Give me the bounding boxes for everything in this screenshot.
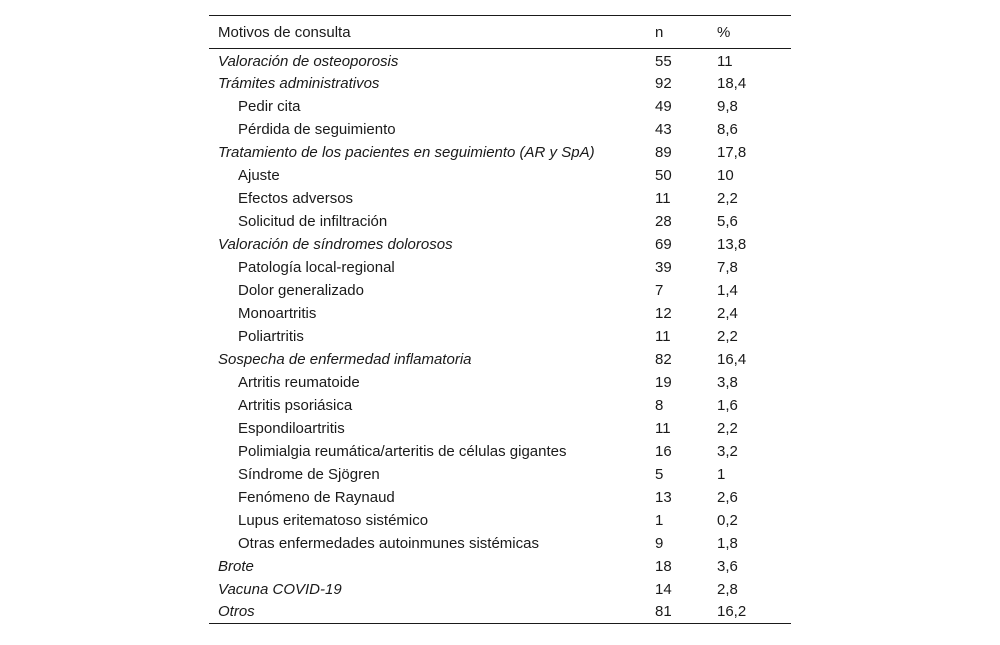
table-row-subcategory [209, 302, 791, 325]
header-percent: % [717, 23, 731, 41]
row-percent-value: 2,2 [717, 189, 738, 207]
row-percent-value: 3,6 [717, 557, 738, 575]
row-percent-value: 3,8 [717, 373, 738, 391]
row-n-value: 50 [655, 166, 672, 184]
row-percent-value: 1,6 [717, 396, 738, 414]
table-row-subcategory [209, 463, 791, 486]
row-label: Solicitud de infiltración [238, 212, 388, 230]
row-percent-value: 13,8 [717, 235, 747, 253]
row-label: Pérdida de seguimiento [238, 120, 396, 138]
row-percent-value: 2,4 [717, 304, 738, 322]
row-percent-value: 2,8 [717, 580, 738, 598]
row-n-value: 7 [655, 281, 664, 299]
row-percent-value: 1,8 [717, 534, 738, 552]
row-label: Síndrome de Sjögren [238, 465, 380, 483]
row-percent-value: 17,8 [717, 143, 747, 161]
table-body [209, 49, 791, 624]
row-percent-value: 8,6 [717, 120, 738, 138]
consultation-reasons-table [209, 15, 791, 624]
row-percent-value: 0,2 [717, 511, 738, 529]
row-n-value: 55 [655, 52, 672, 70]
row-n-value: 43 [655, 120, 672, 138]
table-row-category [209, 578, 791, 601]
row-n-value: 1 [655, 511, 664, 529]
row-label: Otros [218, 603, 255, 621]
table-row-category [209, 141, 791, 164]
row-n-value: 49 [655, 97, 672, 115]
row-label: Otras enfermedades autoinmunes sistémicas [238, 534, 539, 552]
row-label: Poliartritis [238, 327, 304, 345]
row-n-value: 39 [655, 258, 672, 276]
row-label: Polimialgia reumática/arteritis de células gigantes [238, 442, 567, 460]
row-percent-value: 9,8 [717, 97, 738, 115]
row-n-value: 5 [655, 465, 664, 483]
row-percent-value: 1 [717, 465, 726, 483]
row-n-value: 14 [655, 580, 672, 598]
row-n-value: 8 [655, 396, 664, 414]
table-row-subcategory [209, 509, 791, 532]
row-percent-value: 16,2 [717, 603, 747, 621]
row-label: Artritis psoriásica [238, 396, 353, 414]
table-row-subcategory [209, 440, 791, 463]
consultation-reasons-table-container [209, 15, 791, 624]
table-row-subcategory [209, 417, 791, 440]
row-percent-value: 2,6 [717, 488, 738, 506]
row-n-value: 13 [655, 488, 672, 506]
row-label: Monoartritis [238, 304, 317, 322]
row-percent-value: 5,6 [717, 212, 738, 230]
row-n-value: 82 [655, 350, 672, 368]
table-row-subcategory [209, 486, 791, 509]
row-percent-value: 10 [717, 166, 734, 184]
row-percent-value: 2,2 [717, 419, 738, 437]
row-n-value: 18 [655, 557, 672, 575]
table-row-subcategory [209, 325, 791, 348]
row-n-value: 9 [655, 534, 664, 552]
row-label: Patología local-regional [238, 258, 395, 276]
row-label: Dolor generalizado [238, 281, 364, 299]
row-label: Tratamiento de los pacientes en seguimiento (AR y SpA) [218, 143, 595, 161]
row-label: Valoración de osteoporosis [218, 52, 399, 70]
table-row-subcategory [209, 394, 791, 417]
header-n: n [655, 23, 664, 41]
row-percent-value: 7,8 [717, 258, 738, 276]
row-n-value: 19 [655, 373, 672, 391]
row-label: Valoración de síndromes dolorosos [218, 235, 453, 253]
table-row-subcategory [209, 279, 791, 302]
table-header [209, 16, 791, 49]
table-row-category [209, 233, 791, 256]
row-n-value: 28 [655, 212, 672, 230]
header-row [209, 16, 791, 49]
row-percent-value: 2,2 [717, 327, 738, 345]
table-row-subcategory [209, 532, 791, 555]
row-label: Vacuna COVID-19 [218, 580, 342, 598]
row-label: Trámites administrativos [218, 74, 380, 92]
table-row-category [209, 72, 791, 95]
row-label: Espondiloartritis [238, 419, 345, 437]
row-label: Brote [218, 557, 254, 575]
row-label: Efectos adversos [238, 189, 354, 207]
table-row-subcategory [209, 371, 791, 394]
table-row-subcategory [209, 164, 791, 187]
row-percent-value: 18,4 [717, 74, 747, 92]
row-n-value: 92 [655, 74, 672, 92]
row-percent-value: 11 [717, 52, 733, 70]
table-row-category [209, 601, 791, 624]
row-label: Fenómeno de Raynaud [238, 488, 395, 506]
row-n-value: 81 [655, 603, 672, 621]
table-row-subcategory [209, 187, 791, 210]
row-label: Artritis reumatoide [238, 373, 360, 391]
row-n-value: 11 [655, 327, 671, 345]
row-n-value: 16 [655, 442, 672, 460]
row-percent-value: 1,4 [717, 281, 738, 299]
row-label: Sospecha de enfermedad inflamatoria [218, 350, 472, 368]
row-percent-value: 16,4 [717, 350, 747, 368]
table-row-subcategory [209, 210, 791, 233]
row-percent-value: 3,2 [717, 442, 738, 460]
row-label: Pedir cita [238, 97, 301, 115]
row-label: Lupus eritematoso sistémico [238, 511, 429, 529]
table-row-category [209, 49, 791, 72]
table-row-category [209, 348, 791, 371]
header-motivos: Motivos de consulta [218, 23, 351, 41]
row-label: Ajuste [238, 166, 280, 184]
row-n-value: 11 [655, 189, 671, 207]
row-n-value: 69 [655, 235, 672, 253]
row-n-value: 89 [655, 143, 672, 161]
row-n-value: 12 [655, 304, 672, 322]
row-n-value: 11 [655, 419, 671, 437]
table-row-subcategory [209, 256, 791, 279]
table-row-subcategory [209, 95, 791, 118]
table-row-subcategory [209, 118, 791, 141]
table-row-category [209, 555, 791, 578]
